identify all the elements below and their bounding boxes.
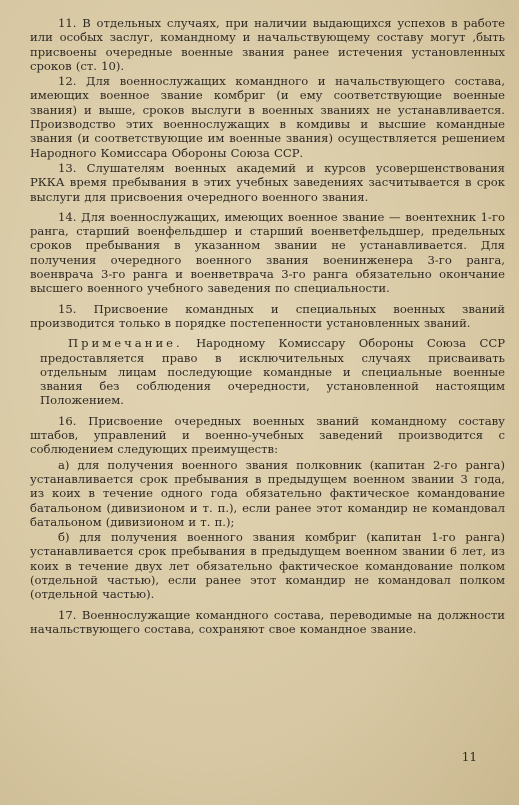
page-number: 11 <box>461 750 477 764</box>
paragraph-16-a: а) для получения военного звания полковник (капитан 2-го ранга) устанавливается срок пребывания в предыдущем военном звании 3 года, из коих в течение одного года обязательно фактическое командование батальоном (дивизионом и т. п.), если ранее этот командир не командовал батальоном (дивизионом и т. п.); <box>30 457 505 529</box>
paragraph-16-b: б) для получения военного звания комбриг (капитан 1-го ранга) устанавливается срок пребывания в предыдущем военном звании 6 лет, из коих в течение двух лет обязательно фактическое командование полком (отдельной частью), если ранее этот командир не командовал полком (отдельной частью). <box>30 530 505 602</box>
paragraph-13: 13. Слушателям военных академий и курсов усовершенствования РККА время пребывания в этих учебных заведениях засчитывается в срок выслуги для присвоения очередного военного звания. <box>30 160 505 204</box>
paragraph-16: 16. Присвоение очередных военных званий командному составу штабов, управлений и военно-учебных заведений производится с соблюдением следующих преимуществ: <box>30 413 505 457</box>
paragraph-14: 14. Для военнослужащих, имеющих военное звание — воентехник 1-го ранга, старший военфельдшер и старший военветфельдшер, предельных сроков пребывания в указанном звании не устанавливается. Для получения очередного военного звания военинженера 3-го ранга, военврача 3-го ранга и военветврача 3-го ранга обязательно окончание высшего военного учебного заведения по специальности. <box>30 209 505 296</box>
note <box>30 336 505 407</box>
paragraph-15: 15. Присвоение командных и специальных военных званий производится только в порядке постепенности установленных званий. <box>30 301 505 330</box>
note-text: Народному Комиссару Обороны Союза ССР предоставляется право в исключительных случаях присваивать отдельным лицам последующие командные и специальные военные звания без соблюдения очередности, установленной настоящим Положением. <box>40 336 505 408</box>
paragraph-11: 11. В отдельных случаях, при наличии выдающихся успехов в работе или особых заслуг, командному и начальствующему составу могут ,быть присвоены очередные военные звания ранее истечения установленных сроков (ст. 10). <box>30 16 505 73</box>
paragraph-17: 17. Военнослужащие командного состава, переводимые на должности начальствующего состава, сохраняют свое командное звание. <box>30 607 505 636</box>
note-label: Примечание. <box>68 336 183 351</box>
paragraph-12: 12. Для военнослужащих командного и начальствующего состава, имеющих военное звание комбриг (и ему соответствующие военные звания) и выше, сроков выслуги в военных званиях не устанавливается. Производство этих военнослужащих в комдивы и высшие командные звания (и соответствующие им военные звания) осуществляется решением Народного Комиссара Обороны Союза ССР. <box>30 74 505 160</box>
